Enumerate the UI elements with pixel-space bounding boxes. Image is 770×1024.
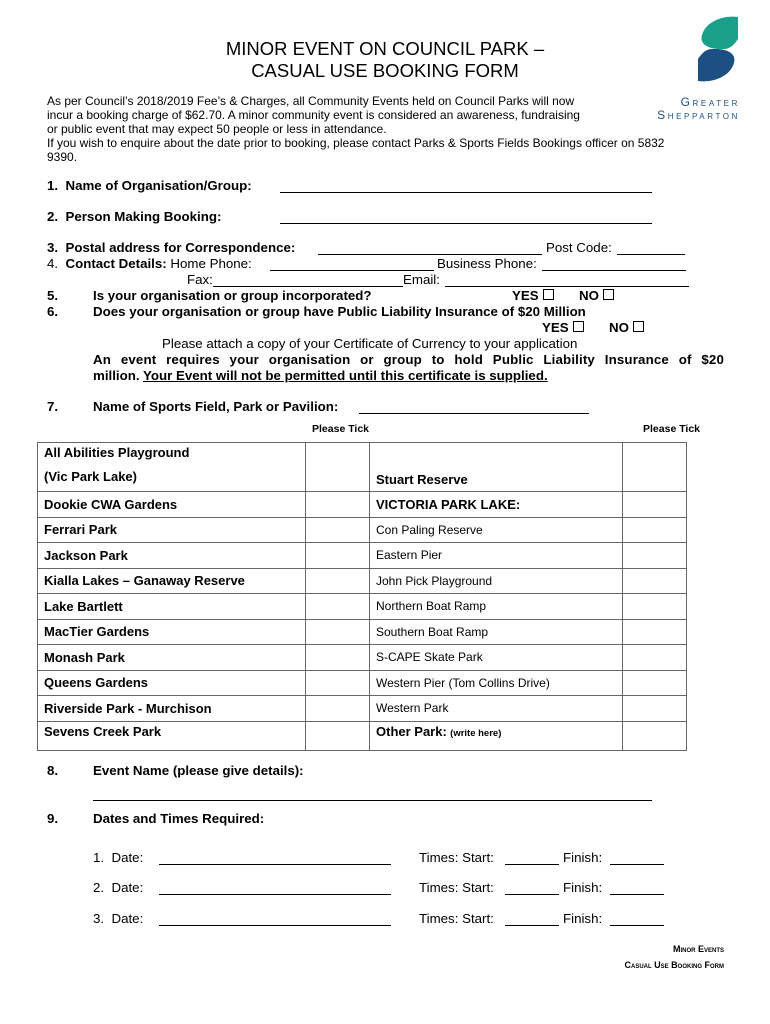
question-5: Is your organisation or group incorporated? <box>93 288 372 303</box>
checkbox-icon[interactable] <box>573 321 584 332</box>
question-4: 4. Contact Details: Home Phone: <box>47 256 252 271</box>
park-name: All Abilities Playground (Vic Park Lake) <box>38 443 306 492</box>
table-row <box>38 568 687 594</box>
start-time-1-field[interactable] <box>505 850 559 865</box>
q5-no-option[interactable]: NO <box>579 288 614 303</box>
fax-field[interactable] <box>213 272 403 287</box>
date-2-field[interactable] <box>159 880 391 895</box>
page-footer: Minor Events Casual Use Booking Form <box>624 944 724 970</box>
park-name: VICTORIA PARK LAKE: <box>370 492 623 518</box>
finish-time-1-field[interactable] <box>610 850 664 865</box>
park-name: Jackson Park <box>38 543 306 569</box>
finish-time-label: Finish: <box>563 880 603 895</box>
question-5-number: 5. <box>47 288 59 303</box>
park-name: Monash Park <box>38 645 306 671</box>
park-tick-cell[interactable] <box>623 443 687 492</box>
organisation-name-field[interactable] <box>280 178 652 193</box>
date-1-field[interactable] <box>159 850 391 865</box>
finish-time-3-field[interactable] <box>610 911 664 926</box>
question-1: 1. Name of Organisation/Group: <box>47 178 252 193</box>
finish-time-label: Finish: <box>563 911 603 926</box>
park-name: Dookie CWA Gardens <box>38 492 306 518</box>
finish-time-2-field[interactable] <box>610 880 664 895</box>
park-name: Northern Boat Ramp <box>370 594 623 620</box>
start-time-2-field[interactable] <box>505 880 559 895</box>
park-name: Stuart Reserve <box>370 443 623 492</box>
logo-text: Greater Shepparton <box>657 95 740 122</box>
park-name: John Pick Playground <box>370 568 623 594</box>
person-booking-field[interactable] <box>280 209 652 224</box>
question-9: Dates and Times Required: <box>93 811 265 826</box>
park-tick-cell[interactable] <box>623 645 687 671</box>
park-tick-cell[interactable] <box>306 443 370 492</box>
table-row <box>38 543 687 569</box>
table-row <box>38 443 687 492</box>
insurance-requirement-line1: An event requires your organisation or group to hold Public Liability Insurance of $20 <box>93 352 724 367</box>
start-time-label: Times: Start: <box>419 911 494 926</box>
park-name: Kialla Lakes – Ganaway Reserve <box>38 568 306 594</box>
park-name: MacTier Gardens <box>38 619 306 645</box>
table-row <box>38 721 687 750</box>
business-phone-label: Business Phone: <box>437 256 537 271</box>
q6-yes-option[interactable]: YES <box>542 320 584 335</box>
park-tick-cell[interactable] <box>623 594 687 620</box>
table-row <box>38 492 687 518</box>
park-name: S-CAPE Skate Park <box>370 645 623 671</box>
date-3-field[interactable] <box>159 911 391 926</box>
park-tick-cell[interactable] <box>623 543 687 569</box>
q6-no-option[interactable]: NO <box>609 320 644 335</box>
park-name: Queens Gardens <box>38 670 306 696</box>
page-title: MINOR EVENT ON COUNCIL PARK – CASUAL USE BOOKING FORM <box>225 38 545 81</box>
park-name: Ferrari Park <box>38 517 306 543</box>
start-time-3-field[interactable] <box>505 911 559 926</box>
park-name: Con Paling Reserve <box>370 517 623 543</box>
table-row <box>38 670 687 696</box>
business-phone-field[interactable] <box>542 256 686 271</box>
question-9-number: 9. <box>47 811 59 826</box>
park-name: Southern Boat Ramp <box>370 619 623 645</box>
park-tick-cell[interactable] <box>306 645 370 671</box>
question-7: Name of Sports Field, Park or Pavilion: <box>93 399 339 414</box>
checkbox-icon[interactable] <box>603 289 614 300</box>
table-row <box>38 645 687 671</box>
question-2: 2. Person Making Booking: <box>47 209 222 224</box>
table-row <box>38 517 687 543</box>
sports-field-name-field[interactable] <box>359 399 589 414</box>
greater-shepparton-logo-icon <box>694 13 742 85</box>
park-tick-cell[interactable] <box>623 517 687 543</box>
email-label: Email: <box>403 272 440 287</box>
question-7-number: 7. <box>47 399 59 414</box>
start-time-label: Times: Start: <box>419 850 494 865</box>
park-tick-cell[interactable] <box>623 619 687 645</box>
insurance-requirement-line2: million. Your Event will not be permitted until this certificate is supplied. <box>93 368 548 383</box>
park-name: Sevens Creek Park <box>38 721 306 750</box>
park-tick-cell[interactable] <box>306 568 370 594</box>
park-name: Western Park <box>370 696 623 722</box>
tick-header-left: Please Tick <box>312 423 370 435</box>
home-phone-field[interactable] <box>270 256 434 271</box>
question-3: 3. Postal address for Correspondence: <box>47 240 296 255</box>
post-code-label: Post Code: <box>546 240 612 255</box>
fax-label: Fax: <box>187 272 213 287</box>
park-tick-cell[interactable] <box>306 492 370 518</box>
q5-yes-option[interactable]: YES <box>512 288 554 303</box>
question-6: Does your organisation or group have Public Liability Insurance of $20 Million <box>93 304 586 319</box>
park-tick-cell[interactable] <box>306 696 370 722</box>
postal-address-field[interactable] <box>318 240 542 255</box>
parks-table <box>37 442 687 751</box>
date-row-2: 2. Date: <box>93 880 144 895</box>
question-8-number: 8. <box>47 763 59 778</box>
park-name: Western Pier (Tom Collins Drive) <box>370 670 623 696</box>
park-tick-cell[interactable] <box>623 568 687 594</box>
date-row-3: 3. Date: <box>93 911 144 926</box>
park-tick-cell[interactable] <box>623 492 687 518</box>
park-tick-cell[interactable] <box>623 696 687 722</box>
table-row <box>38 619 687 645</box>
park-tick-cell[interactable] <box>623 670 687 696</box>
park-tick-cell[interactable] <box>306 517 370 543</box>
question-6-number: 6. <box>47 304 59 319</box>
park-name: Lake Bartlett <box>38 594 306 620</box>
park-name: Riverside Park - Murchison <box>38 696 306 722</box>
park-name: Eastern Pier <box>370 543 623 569</box>
park-tick-cell[interactable] <box>306 721 370 750</box>
checkbox-icon[interactable] <box>543 289 554 300</box>
attach-certificate-note: Please attach a copy of your Certificate of Currency to your application <box>162 336 578 351</box>
checkbox-icon[interactable] <box>633 321 644 332</box>
date-row-1: 1. Date: <box>93 850 144 865</box>
intro-paragraph: As per Council’s 2018/2019 Fee’s & Charges, all Community Events held on Council Parks will now incur a booking charge of $62.70. A minor community event is considered an awareness, fundraising or public event that may expect 50 people or less in attendance. If you wish to enquire about the date prior to booking, please contact Parks & Sports Fields Bookings officer on 5832 9390. <box>47 94 665 164</box>
park-tick-cell[interactable] <box>306 543 370 569</box>
park-tick-cell[interactable] <box>306 619 370 645</box>
park-tick-cell[interactable] <box>306 594 370 620</box>
post-code-field[interactable] <box>617 240 685 255</box>
question-8: Event Name (please give details): <box>93 763 304 778</box>
finish-time-label: Finish: <box>563 850 603 865</box>
park-tick-cell[interactable] <box>623 721 687 750</box>
email-field[interactable] <box>445 272 689 287</box>
event-name-field[interactable] <box>93 786 652 801</box>
park-tick-cell[interactable] <box>306 670 370 696</box>
table-row <box>38 696 687 722</box>
tick-header-right: Please Tick <box>643 423 701 435</box>
start-time-label: Times: Start: <box>419 880 494 895</box>
table-row <box>38 594 687 620</box>
park-name: Other Park: (write here) <box>370 721 623 750</box>
